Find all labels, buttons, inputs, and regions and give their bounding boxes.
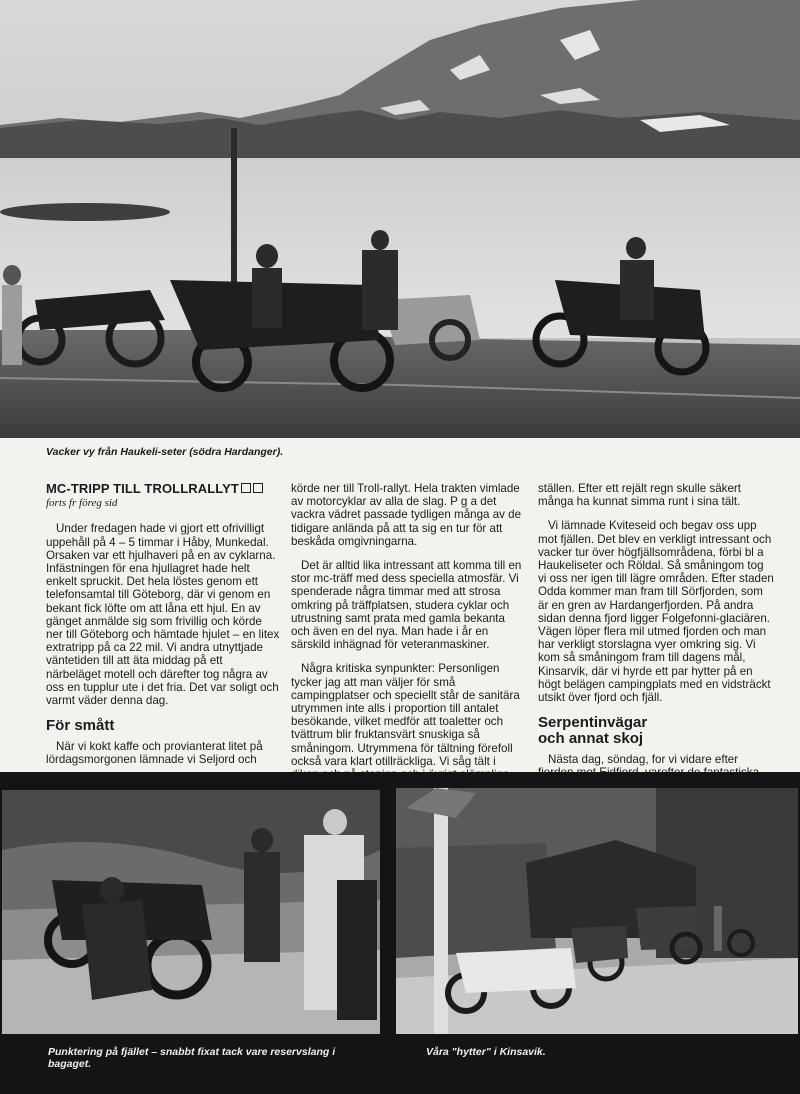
top-photo-illustration xyxy=(0,0,800,438)
section-heading xyxy=(538,715,774,747)
section-heading-line: och annat skoj xyxy=(538,730,644,748)
bottom-right-caption: Våra "hytter" i Kinsavik. xyxy=(426,1046,546,1058)
paragraph: Det är alltid lika intressant att komma till en stor mc-träff med dess speciella atmosfär. Vi spenderade några timmar med att strosa omkring på träffplatsen, studera cyklar och utrustning samt prata med gamla bekanta och även en del nya. Man hade i år en särskild inhägnad för veteranmaskiner. xyxy=(291,559,522,652)
end-mark-box xyxy=(253,483,263,493)
bottom-left-photo-puncture-repair xyxy=(2,790,380,1034)
paragraph: ställen. Efter ett rejält regn skulle säkert många ha kunnat simma runt i sina tält. xyxy=(538,482,741,509)
headline-text: MC-TRIPP TILL TROLLRALLYT xyxy=(46,481,239,496)
end-mark-box xyxy=(241,483,251,493)
paragraph: Under fredagen hade vi gjort ett ofrivilligt uppehåll på 4 – 5 timmar i Håby, Munkedal. Orsaken var ett hjulhaveri på en av cyklarna. Infästningen för ena hjullagret hade helt enkelt spruckit. Det hela löstes genom ett telefonsamtal till Göteborg, där vi genom en bekant fick löfte om att låna ett hjul. En av gänget anmälde sig som frivillig och körde ner till Göteborg och hämtade hjulet – en litex extratripp på ca 22 mil. Vi andra utnyttjade väntetiden till att äta middag på ett närbeläget motell och därefter tog några av oss en tupplur ute i det fria. Det var soligt och varmt väder denna dag. xyxy=(46,522,280,708)
top-photo-motorcycles-by-lake xyxy=(0,0,800,438)
article-column-1 xyxy=(46,482,280,778)
article-column-2 xyxy=(291,482,526,792)
paragraph: När vi kokt kaffe och provianterat litet på lördagsmorgonen lämnade vi Seljord och xyxy=(46,740,263,767)
paragraph: Några kritiska synpunkter: Personligen tycker jag att man väljer för små campingplatser och speciellt står de sanitära utrymmen inte alls i proportion till antalet besökande, vilket medför att toaletter och tvättrum blir fruktansvärt snuskiga så småningom. Utrymmena för tältning förefoll också vara klart otillräckliga. Vi såg tält i xyxy=(291,662,520,768)
paragraph: körde ner till Troll-rallyt. Hela trakten vimlade av motorcyklar av alla de slag. P g a det vackra vädret passade tydligen många av de tidigare anlända på att ta sig en tur för att beskåda omgivningarna. xyxy=(291,482,522,548)
paragraph: Nästa dag, söndag, for vi vidare efter xyxy=(548,753,739,767)
bottom-left-photo-illustration xyxy=(2,790,380,1034)
bottom-right-photo-illustration xyxy=(396,788,798,1034)
section-heading: För smått xyxy=(46,717,115,735)
paragraph: Vi lämnade Kviteseid och begav oss upp mot fjällen. Det blev en verkligt intressant och vacker tur över högfjällsområdena, förbi bl a Haukeliseter och Röldal. Så småningom tog vi oss ner igen till lägre områden. Efter staden Odda kommer man fram till Sörfjorden, som är en gren av Hardangerfjorden. På andra sidan denna fjord ligger Folgefonni-glaciären. Vägen löper flera mil utmed fjorden och man har verkligt storslagna vyer omkring sig. Vi kom så småningom fram till dagens mål, Kinsarvik, där vi hyrde ett par hytter på en högt belägen campingplats med en vidsträckt utsikt över fjord och fjäll. xyxy=(538,519,774,705)
article-subhead: forts fr föreg sid xyxy=(46,497,118,510)
section-heading-line: Serpentinvägar xyxy=(538,714,648,732)
article-column-3 xyxy=(538,482,774,791)
bottom-left-caption: Punktering på fjället – snabbt fixat tack vare reservslang i bagaget. xyxy=(48,1046,336,1070)
bottom-right-photo-cabins xyxy=(396,788,798,1034)
top-photo-caption: Vacker vy från Haukeli-seter (södra Hardanger). xyxy=(46,446,284,458)
article-headline xyxy=(46,482,280,495)
